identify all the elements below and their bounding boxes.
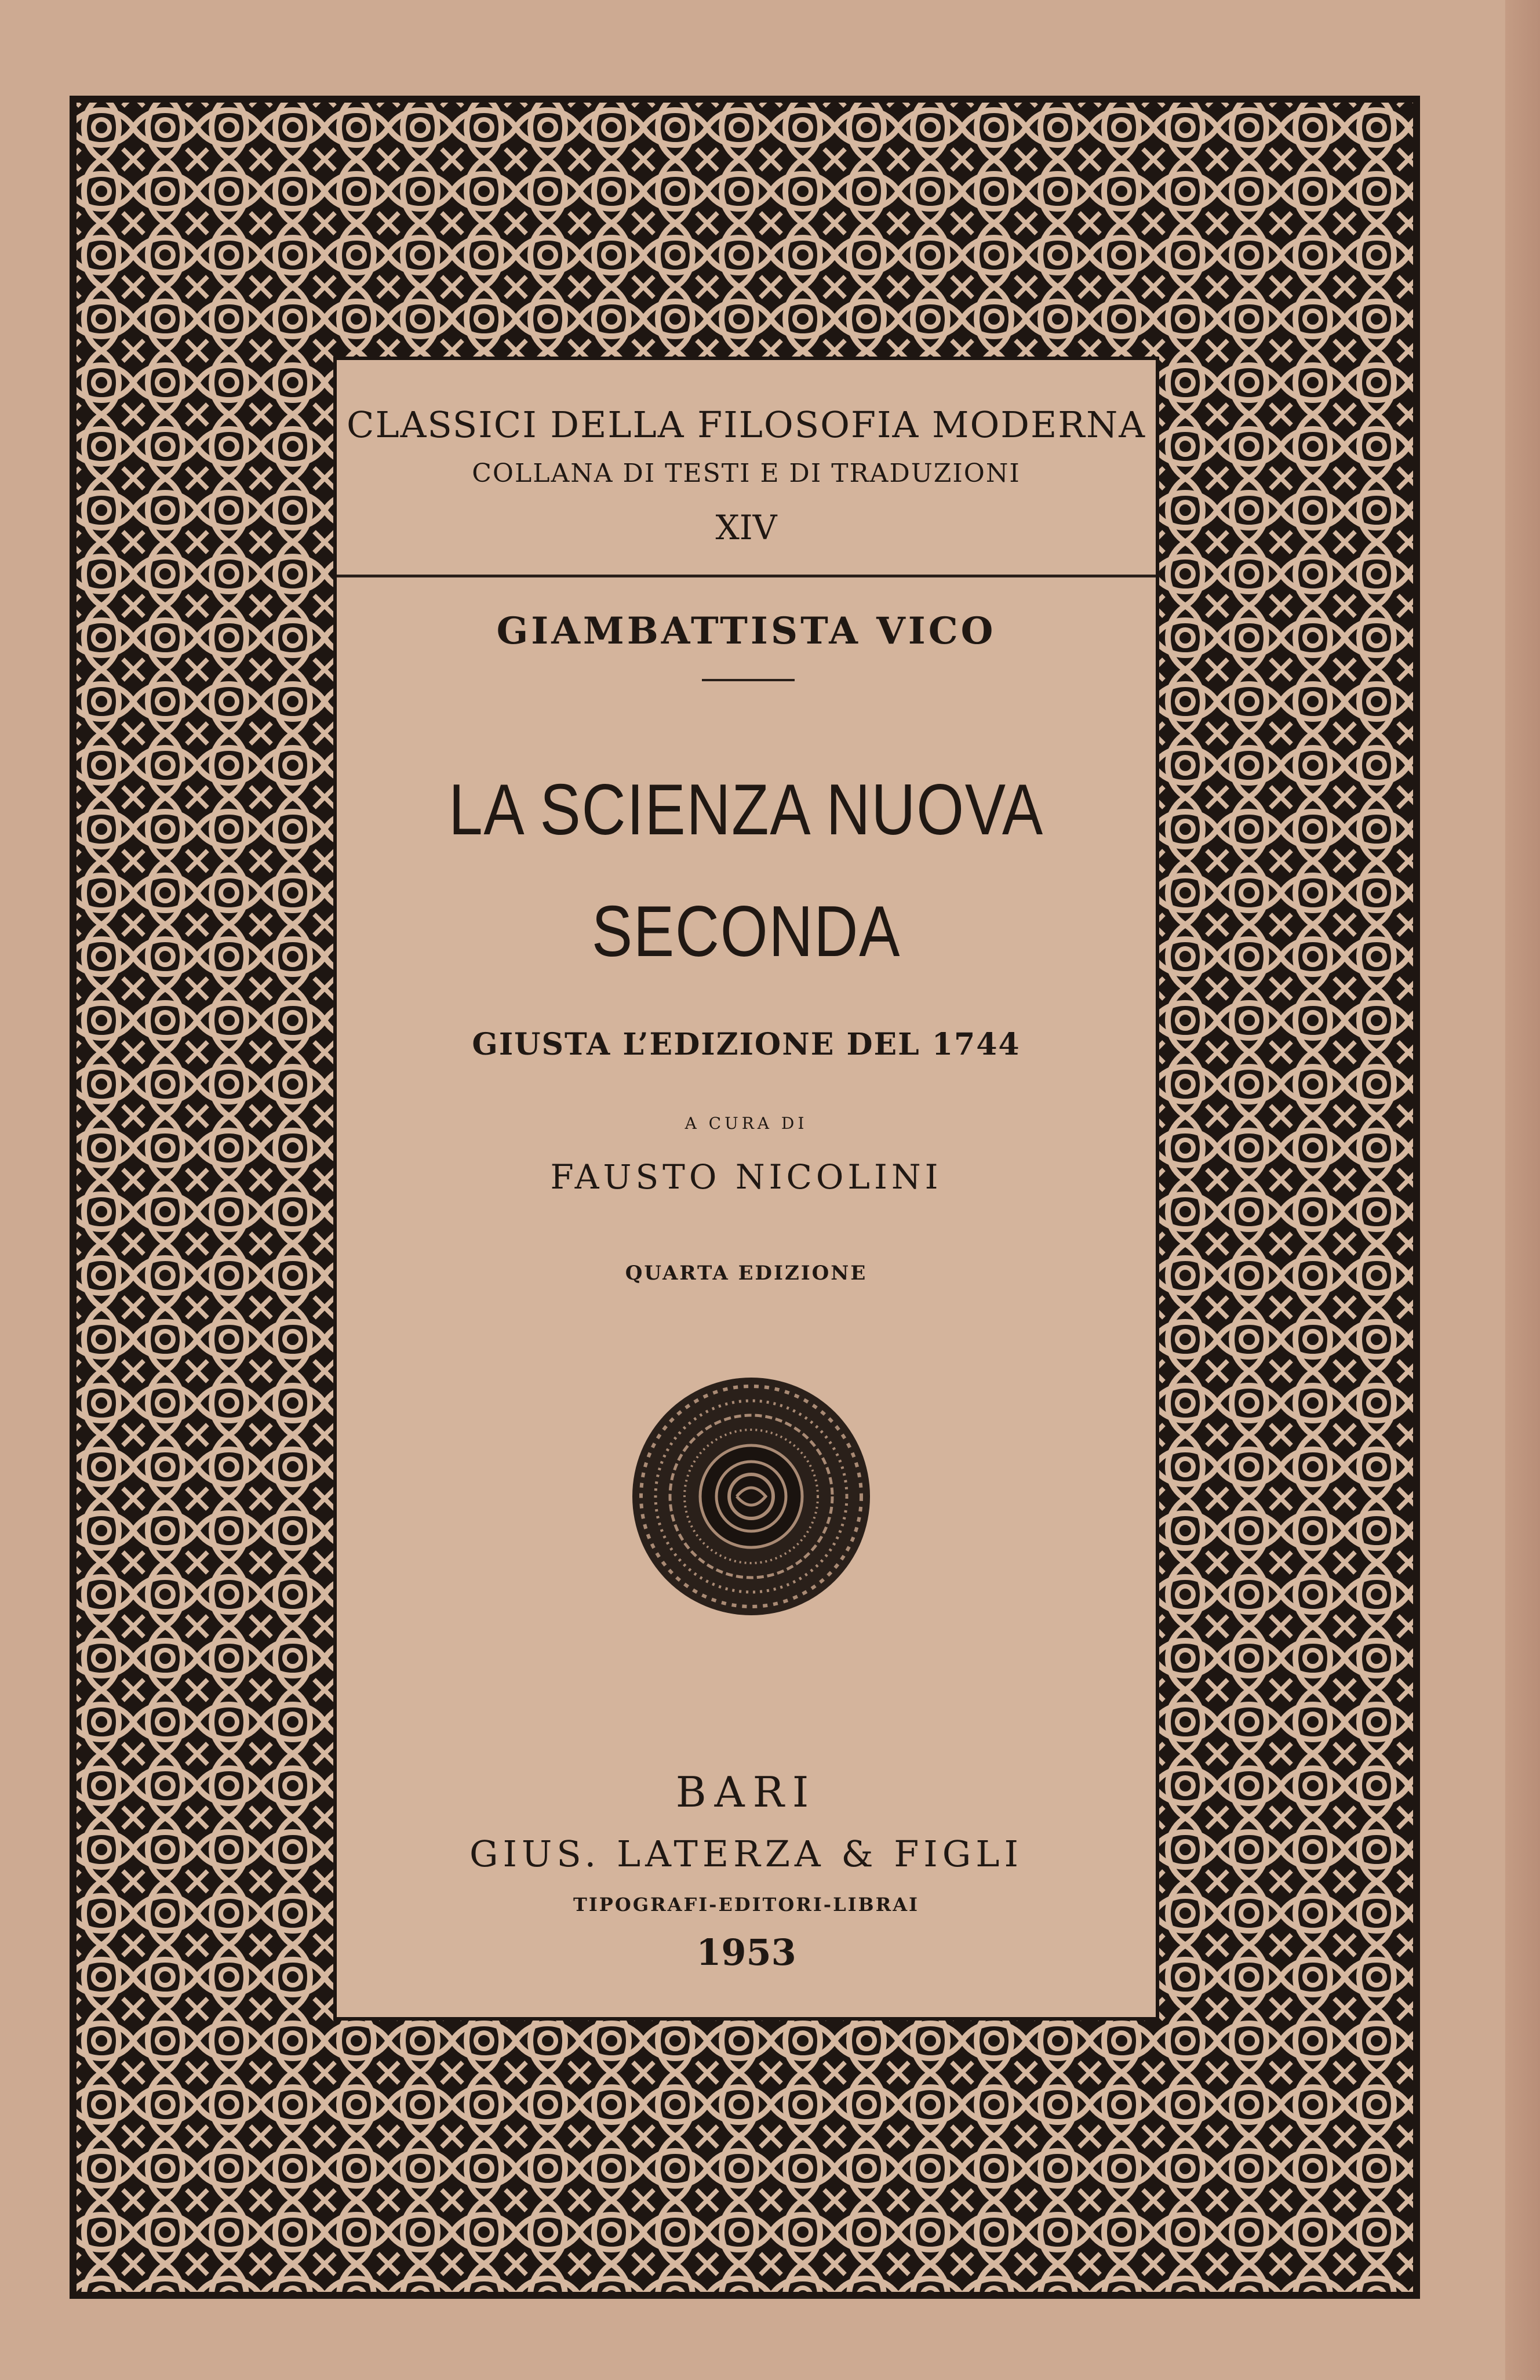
page-edge (1505, 0, 1540, 2380)
publication-year: 1953 (696, 1931, 796, 1974)
curator-label: A CURA DI (685, 1114, 808, 1133)
author-name: GIAMBATTISTA VICO (496, 609, 996, 653)
series-title: CLASSICI DELLA FILOSOFIA MODERNA (347, 404, 1146, 446)
publication-city: BARI (675, 1768, 817, 1816)
title-panel (333, 357, 1159, 2021)
series-subtitle: COLLANA DI TESTI E DI TRADUZIONI (472, 459, 1021, 488)
publisher-emblem-icon (629, 1375, 873, 1618)
edition-label: QUARTA EDIZIONE (625, 1262, 868, 1285)
book-title-line2: SECONDA (591, 892, 901, 972)
publisher-name: GIUS. LATERZA & FIGLI (469, 1833, 1023, 1875)
book-title-line1: LA SCIENZA NUOVA (449, 770, 1044, 850)
volume-number: XIV (715, 508, 777, 547)
divider (337, 575, 1156, 577)
book-subtitle: GIUSTA L’EDIZIONE DEL 1744 (472, 1027, 1021, 1062)
curator-name: FAUSTO NICOLINI (550, 1157, 942, 1197)
short-divider (702, 679, 795, 681)
publisher-trade: TIPOGRAFI-EDITORI-LIBRAI (573, 1894, 919, 1916)
